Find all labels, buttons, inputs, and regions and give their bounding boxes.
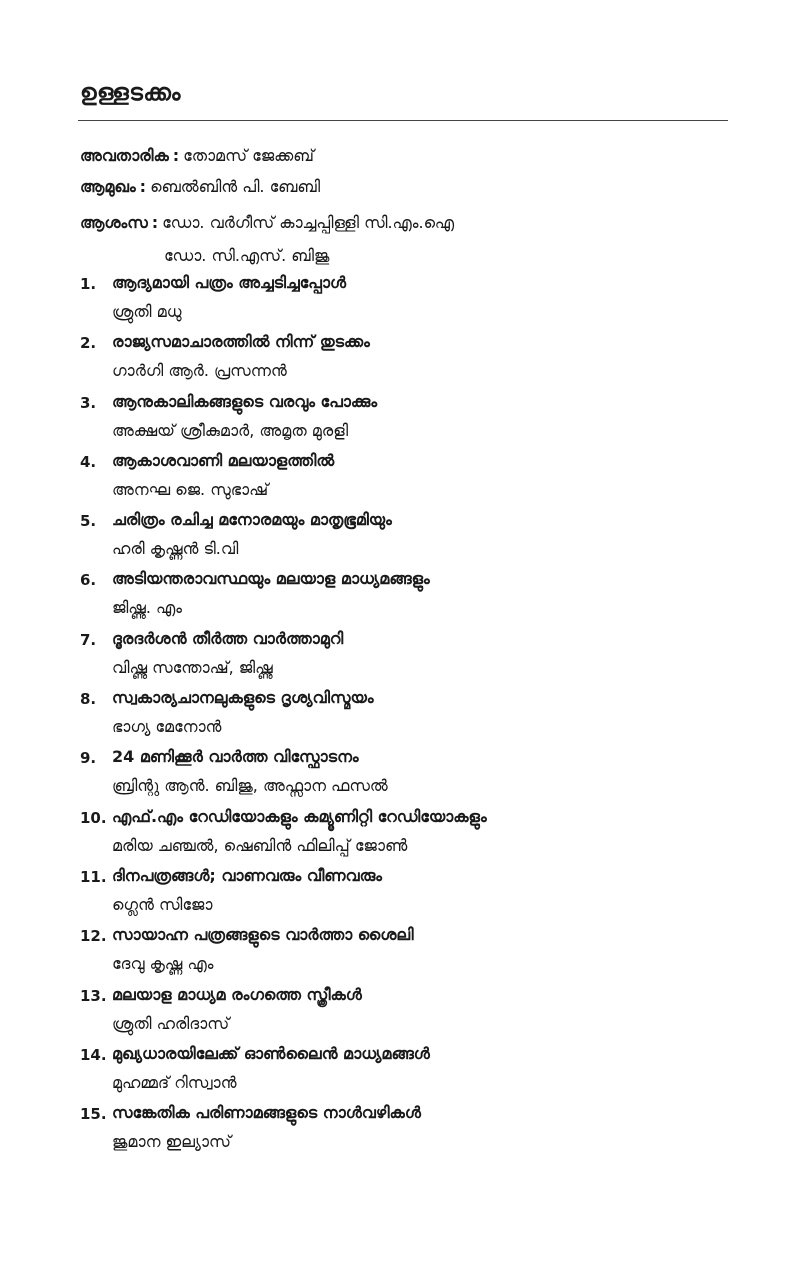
contents-entry <box>80 566 760 625</box>
entry-author: ബ്രിന്റു ആൻ. ബിജു, അഫ്സാന ഫസൽ <box>112 776 388 796</box>
entry-number: 3. <box>80 393 97 412</box>
separator: : <box>139 177 147 196</box>
entry-title: മലയാള മാധ്യമ രംഗത്തെ സ്ത്രീകൾ <box>112 984 362 1004</box>
front-matter-greetings-continued <box>164 246 329 266</box>
entry-number: 7. <box>80 630 97 649</box>
contents-entry <box>80 863 760 922</box>
contents-entry <box>80 922 760 981</box>
entry-author: അക്ഷയ് ശ്രീകുമാർ, അമൃത മുരളി <box>112 420 349 440</box>
front-matter-label: അവതാരിക <box>80 146 169 165</box>
entry-title: മുഖ്യധാരയിലേക്ക് ഓൺലൈൻ മാധ്യമങ്ങൾ <box>112 1043 430 1063</box>
entry-title: 24 മണിക്കൂർ വാർത്ത വിസ്ഫോടനം <box>112 747 359 767</box>
title-divider <box>78 120 728 121</box>
contents-entry <box>80 329 760 388</box>
contents-list <box>80 270 760 1159</box>
entry-number: 2. <box>80 334 97 353</box>
entry-number: 8. <box>80 690 97 709</box>
front-matter-label: ആശംസ <box>80 213 148 232</box>
entry-number: 1. <box>80 275 97 293</box>
contents-entry <box>80 982 760 1041</box>
separator: : <box>151 213 159 232</box>
entry-author: ശ്രുതി ഹരിദാസ് <box>112 1013 230 1033</box>
separator: : <box>172 146 180 165</box>
contents-entry <box>80 804 760 863</box>
entry-title: സ്വകാര്യചാനലുകളുടെ ദൃശ്യവിസ്മയം <box>112 688 374 708</box>
entry-title: ആനുകാലികങ്ങളുടെ വരവും പോക്കും <box>112 391 378 411</box>
contents-entry <box>80 626 760 685</box>
entry-author: ഭാഗ്യ മേനോൻ <box>112 717 222 737</box>
entry-title: ആകാശവാണി മലയാളത്തിൽ <box>112 450 335 470</box>
entry-author: ശ്രുതി മധു <box>112 302 182 321</box>
entry-number: 4. <box>80 452 97 471</box>
entry-author: ഗ്ലെൻ സിജോ <box>112 894 213 914</box>
entry-title: അടിയന്തരാവസ്ഥയും മലയാള മാധ്യമങ്ങളും <box>112 569 430 589</box>
front-matter-value: ഡോ. വർഗീസ് കാച്ചപ്പിള്ളി സി.എം.ഐ <box>162 213 455 232</box>
front-matter-value: ബെൽബിൻ പി. ബേബി <box>150 177 321 196</box>
entry-title: ദൂരദർശൻ തീർത്ത വാർത്താമുറി <box>112 628 344 648</box>
entry-number: 13. <box>80 986 107 1005</box>
contents-entry <box>80 270 760 329</box>
entry-title: ദിനപത്രങ്ങൾ; വാണവരും വീണവരും <box>112 865 383 885</box>
contents-entry <box>80 1041 760 1100</box>
front-matter-value: ഡോ. സി.എസ്. ബിജു <box>164 246 330 265</box>
entry-author: ജിഷ്ണു. എം <box>112 598 182 618</box>
front-matter-greetings <box>80 213 454 233</box>
front-matter-label: ആമുഖം <box>80 177 136 196</box>
entry-author: മരിയ ചഞ്ചൽ, ഷെബിൻ ഫിലിപ്പ് ജോൺ <box>112 835 408 855</box>
entry-author: ഗാർഗി ആർ. പ്രസന്നൻ <box>112 361 287 381</box>
contents-entry <box>80 744 760 803</box>
entry-author: മുഹമ്മദ് റിസ്വാൻ <box>112 1072 237 1092</box>
entry-number: 11. <box>80 867 107 886</box>
front-matter-value: തോമസ് ജേക്കബ് <box>183 146 314 165</box>
entry-title: ചരിത്രം രചിച്ച മനോരമയും മാതൃഭൂമിയും <box>112 510 392 530</box>
entry-title: സങ്കേതിക പരിണാമങ്ങളുടെ നാൾവഴികൾ <box>112 1103 421 1123</box>
entry-title: രാജ്യസമാചാരത്തിൽ നിന്ന് തുടക്കം <box>112 332 370 352</box>
entry-number: 5. <box>80 512 97 531</box>
entry-number: 9. <box>80 749 97 768</box>
entry-author: ജുമാന ഇല്യാസ് <box>112 1132 231 1152</box>
entry-title: എഫ്.എം റേഡിയോകളും കമ്യൂണിറ്റി റേഡിയോകളും <box>112 806 487 826</box>
entry-number: 15. <box>80 1105 107 1124</box>
entry-number: 12. <box>80 927 107 946</box>
contents-entry <box>80 389 760 448</box>
contents-entry <box>80 448 760 507</box>
front-matter-foreword <box>80 146 314 166</box>
entry-author: ദേവു കൃഷ്ണ എം <box>112 954 214 974</box>
contents-entry <box>80 1100 760 1159</box>
entry-author: വിഷ്ണു സന്തോഷ്, ജിഷ്ണു <box>112 657 273 677</box>
entry-number: 6. <box>80 571 97 590</box>
entry-author: ഹരി കൃഷ്ണൻ ടി.വി <box>112 539 239 559</box>
contents-entry <box>80 507 760 566</box>
entry-title: ആദ്യമായി പത്രം അച്ചടിച്ചപ്പോൾ <box>112 273 347 292</box>
entry-title: സായാഹ്ന പത്രങ്ങളുടെ വാർത്താ ശൈലി <box>112 925 414 945</box>
page-title: ഉള്ളടക്കം <box>80 80 181 106</box>
entry-author: അനഘ ജെ. സുഭാഷ് <box>112 479 269 499</box>
contents-entry <box>80 685 760 744</box>
entry-number: 14. <box>80 1045 107 1064</box>
front-matter-introduction <box>80 177 320 197</box>
entry-number: 10. <box>80 808 107 827</box>
